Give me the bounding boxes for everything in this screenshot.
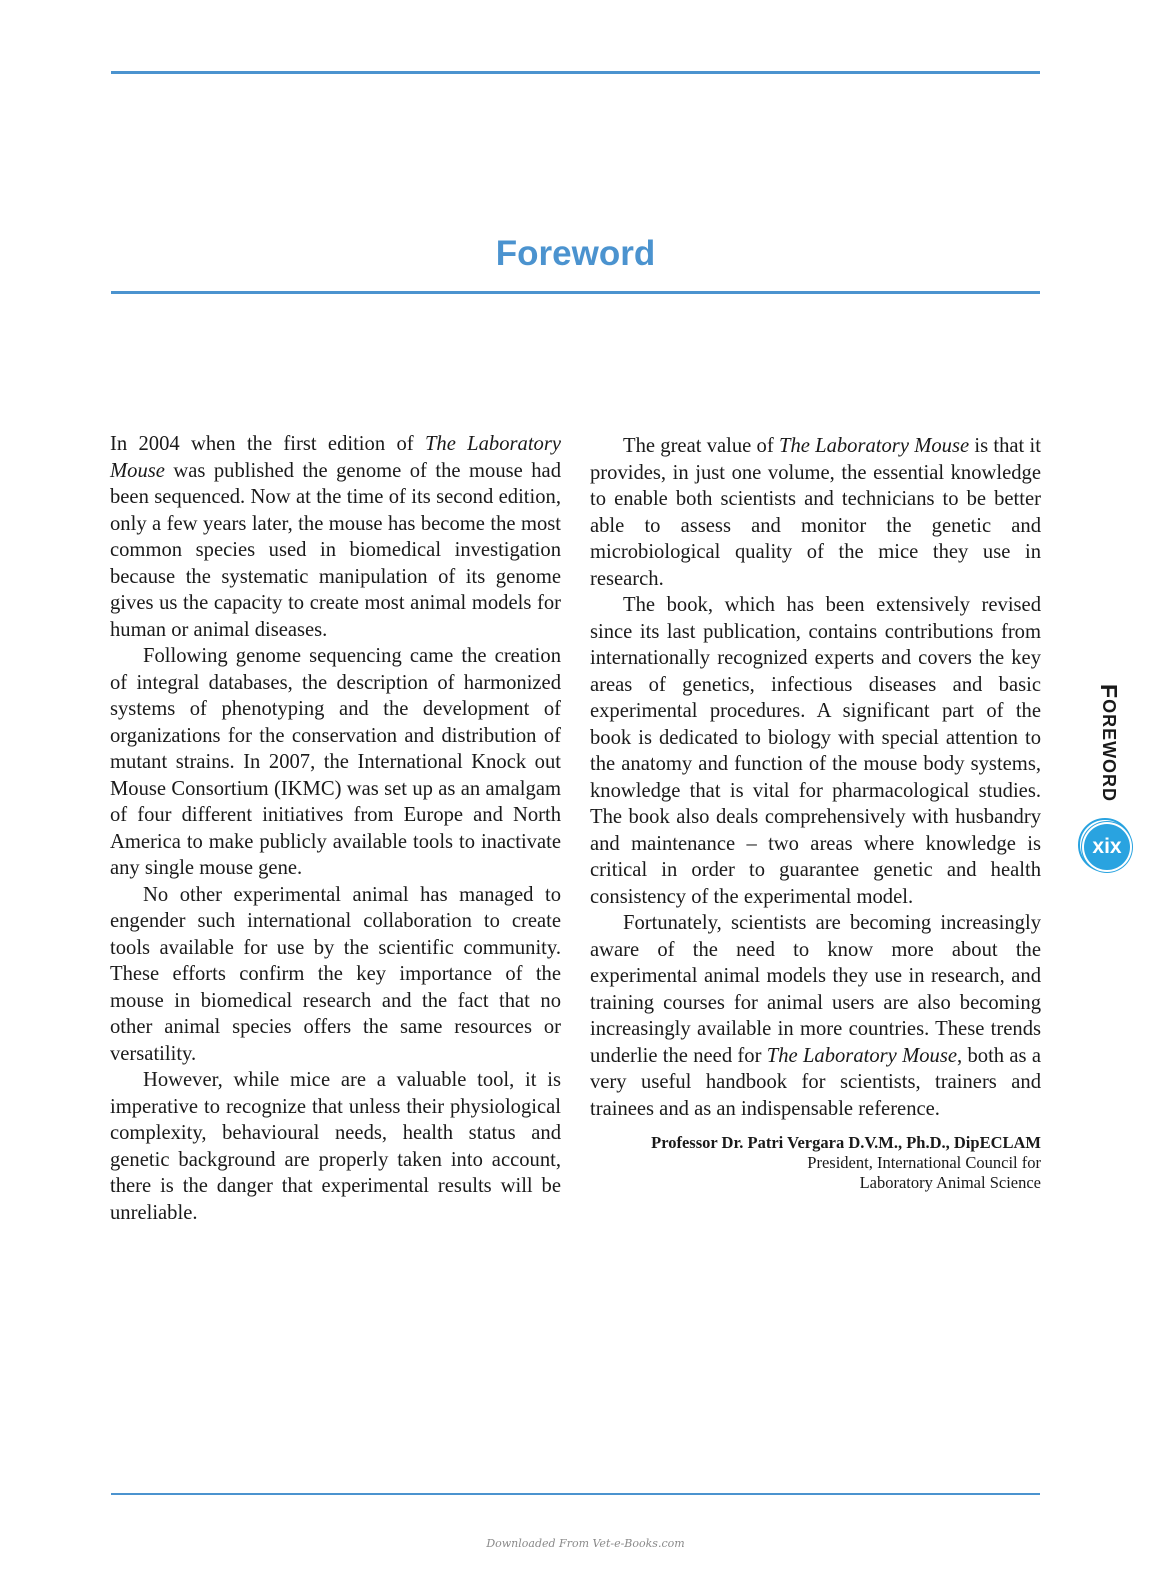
top-rule — [111, 71, 1040, 74]
paragraph: The book, which has been extensively revised since its last publication, contains contributions from internationally recognized experts and covers the key areas of genetics, infectious diseases and basic experimental procedures. A significant part of the book is dedicated to biology with special attention to the anatomy and function of the mouse body systems, knowledge that is vital for pharmacological studies. The book also deals comprehensively with husbandry and maintenance – two areas where knowledge is critical in order to guarantee genetic and health consistency of the experimental model. — [590, 594, 1041, 908]
paragraph: Following genome sequencing came the creation of integral databases, the description of harmonized systems of phenotyping and the development of organizations for the conservation and distribution of mutant strains. In 2007, the International Knock out Mouse Consortium (IKMC) was set up as an amalgam of four different initiatives from Europe and North America to make publicly available tools to inactivate any single mouse gene. — [110, 645, 561, 879]
paragraph: However, while mice are a valuable tool, it is imperative to recognize that unless their physiological complexity, behavioural needs, health status and genetic background are properly taken into account, there is the danger that experimental results will be unreliable. — [110, 1069, 561, 1224]
paragraph: No other experimental animal has managed to engender such international collaboration to create tools available for use by the scientific community. These efforts confirm the key importance of the mouse in biomedical research and the fact that no other animal species offers the same resources or versatility. — [110, 883, 561, 1065]
page-title: Foreword — [495, 234, 656, 273]
signature-title: Laboratory Animal Science — [859, 1173, 1041, 1192]
book-title-italic: The Laboratory Mouse — [778, 435, 970, 457]
section-side-label: FOREWORD — [1096, 684, 1122, 803]
footer-watermark: Downloaded From Vet-e-Books.com — [486, 1537, 685, 1550]
signature-name: Professor Dr. Patri Vergara D.V.M., Ph.D., DipECLAM — [651, 1133, 1041, 1152]
book-title-italic: The Laboratory Mouse — [766, 1044, 958, 1067]
title-rule — [111, 291, 1040, 294]
signature-title: President, International Council for — [807, 1153, 1041, 1172]
paragraph: The great value of The Laboratory Mouse is that it provides, in just one volume, the essential knowledge to enable both scientists and technicians to be better able to assess and monitor the genetic and microbiological quality of the mice they use in research. — [590, 435, 1041, 590]
bottom-rule — [111, 1493, 1040, 1495]
signature-block — [590, 1133, 1041, 1193]
page-number-badge: xix — [1082, 822, 1132, 872]
book-title-italic: The Laboratory Mouse — [110, 433, 562, 482]
left-column — [110, 431, 561, 1226]
paragraph: In 2004 when the first edition of The Laboratory Mouse was published the genome of the mouse had been sequenced. Now at the time of its second edition, only a few years later, the mouse has become the most common species used in biomedical investigation because the systematic manipulation of its genome gives us the capacity to create most animal models for human or animal diseases. — [110, 433, 562, 641]
right-column — [590, 433, 1041, 1193]
paragraph: Fortunately, scientists are becoming increasingly aware of the need to know more about the experimental animal models they use in research, and training courses for animal users are also becoming increasingly available in more countries. These trends underlie the need for The Laboratory Mouse, both as a very useful handbook for scientists, trainers and trainees and as an indispensable reference. — [590, 912, 1041, 1120]
